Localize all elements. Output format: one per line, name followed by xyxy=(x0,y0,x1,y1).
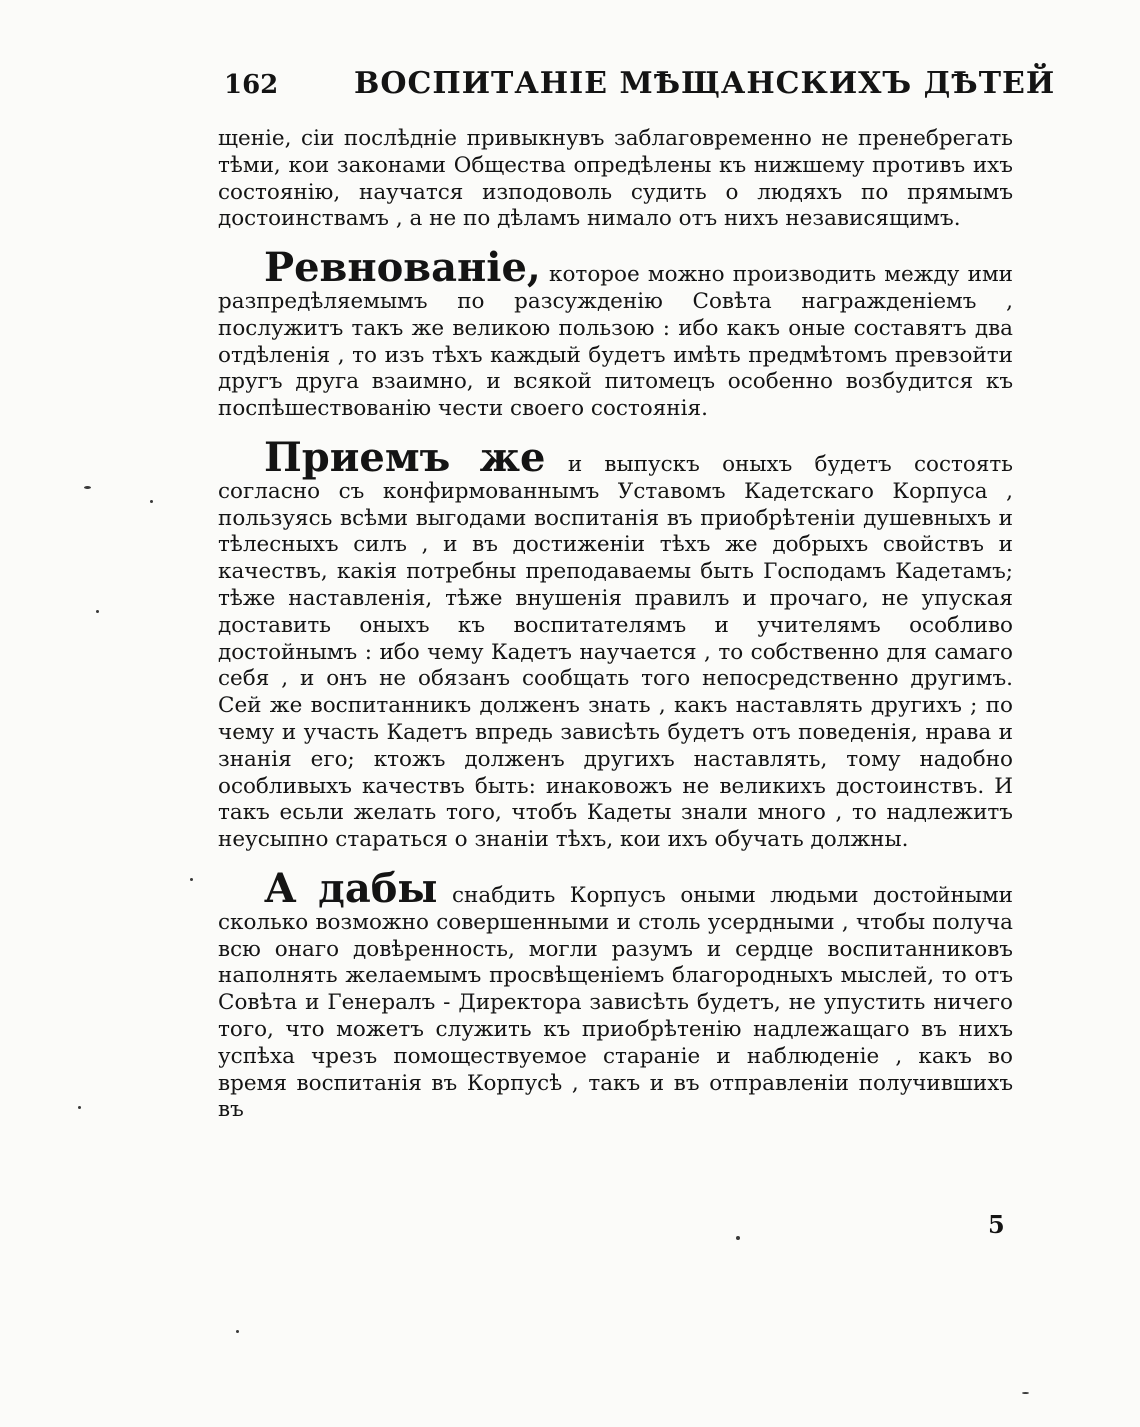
paper-speck xyxy=(150,500,153,503)
paragraph-text: щеніе, сіи послѣдніе привыкнувъ заблаговременно не пренебрегать тѣми, кои законами Общества опредѣлены къ нижшему противъ ихъ состоянію, научатся изподоволь судить о людяхъ по прямымъ достоинствамъ , а не по дѣламъ нимало отъ нихъ независящимъ. xyxy=(218,126,1013,232)
body-text xyxy=(218,126,1013,1146)
paragraph-lead-word: А дабы xyxy=(264,864,438,912)
paper-speck xyxy=(84,486,91,489)
paragraph-a-daby xyxy=(218,864,1014,1124)
paper-speck xyxy=(736,1236,740,1240)
paper-speck xyxy=(236,1330,239,1333)
running-head xyxy=(220,64,1056,108)
paragraph-lead-word: Ревнованіе, xyxy=(264,244,541,292)
paper-speck xyxy=(96,610,99,613)
running-title: ВОСПИТАНІЕ МѢЩАНСКИХЪ ДѢТЕЙ xyxy=(354,66,1056,101)
paragraph-text: снабдить Корпусъ оными людьми достойными сколько возможно совершенными и столь усердными , чтобы получа всю онаго довѣренность, могли разумъ и сердце воспитанниковъ наполнять желаемымъ просвѣщеніемъ благородныхъ мыслей, то отъ Совѣта и Генералъ - Директора зависѣть будетъ, не упустить ничего того, что можетъ служить къ приобрѣтенію надлежащаго въ нихъ успѣха чрезъ помоществуемое стараніе и наблюденіе , какъ во время воспитанія въ Корпусѣ , такъ и въ отправленіи получившихъ въ xyxy=(218,882,1014,1123)
paragraph-priem xyxy=(218,433,1013,854)
paper-speck xyxy=(190,878,193,881)
paragraph-text: и выпускъ оныхъ будетъ состоять согласно съ конфирмованнымъ Уставомъ Кадетскаго Корпуса , пользуясь всѣми выгодами воспитанія въ приобрѣтеніи душевныхъ и тѣлесныхъ силъ , и въ достиженіи тѣхъ же добрыхъ свойствъ и качествъ, какія потребны преподаваемы быть Господамъ Кадетамъ; тѣже наставленія, тѣже внушенія правилъ и прочаго, не упуская доставить оныхъ къ воспитателямъ и учителямъ особливо достойнымъ : ибо чему Кадетъ научается , то собственно для самаго себя , и онъ не обязанъ сообщать того непосредственно другимъ. Сей же воспитанникъ долженъ знать , какъ наставлять другихъ ; по чему и участь Кадетъ впредь зависѣть будетъ отъ поведенія, нрава и знанія его; ктожъ долженъ другихъ наставлять, тому надобно особливыхъ качествъ быть: инаковожъ не великихъ достоинствъ. И такъ есьли желать того, чтобъ Кадеты знали много , то надлежитъ неусыпно стараться о знаніи тѣхъ, кои ихъ обучать должны. xyxy=(218,451,1013,853)
paragraph-revnovanie xyxy=(218,244,1013,423)
page-number: 162 xyxy=(224,70,279,100)
paper-speck xyxy=(1022,1392,1029,1394)
paragraph-text: которое можно производить между ими разпредѣляемымъ по разсужденію Совѣта награжденіемъ , послужитъ такъ же великою пользою : ибо какъ оные составятъ два отдѣленія , то изъ тѣхъ каждый будетъ имѣть предмѣтомъ превзойти другъ друга взаимно, и всякой питомецъ особенно возбудится къ поспѣшествованію чести своего состоянія. xyxy=(218,262,1013,422)
paper-speck xyxy=(78,1106,81,1109)
paragraph-lead-word: Приемъ же xyxy=(264,433,546,481)
catchword: 5 xyxy=(988,1210,1005,1239)
paragraph-continuation xyxy=(218,126,1013,233)
